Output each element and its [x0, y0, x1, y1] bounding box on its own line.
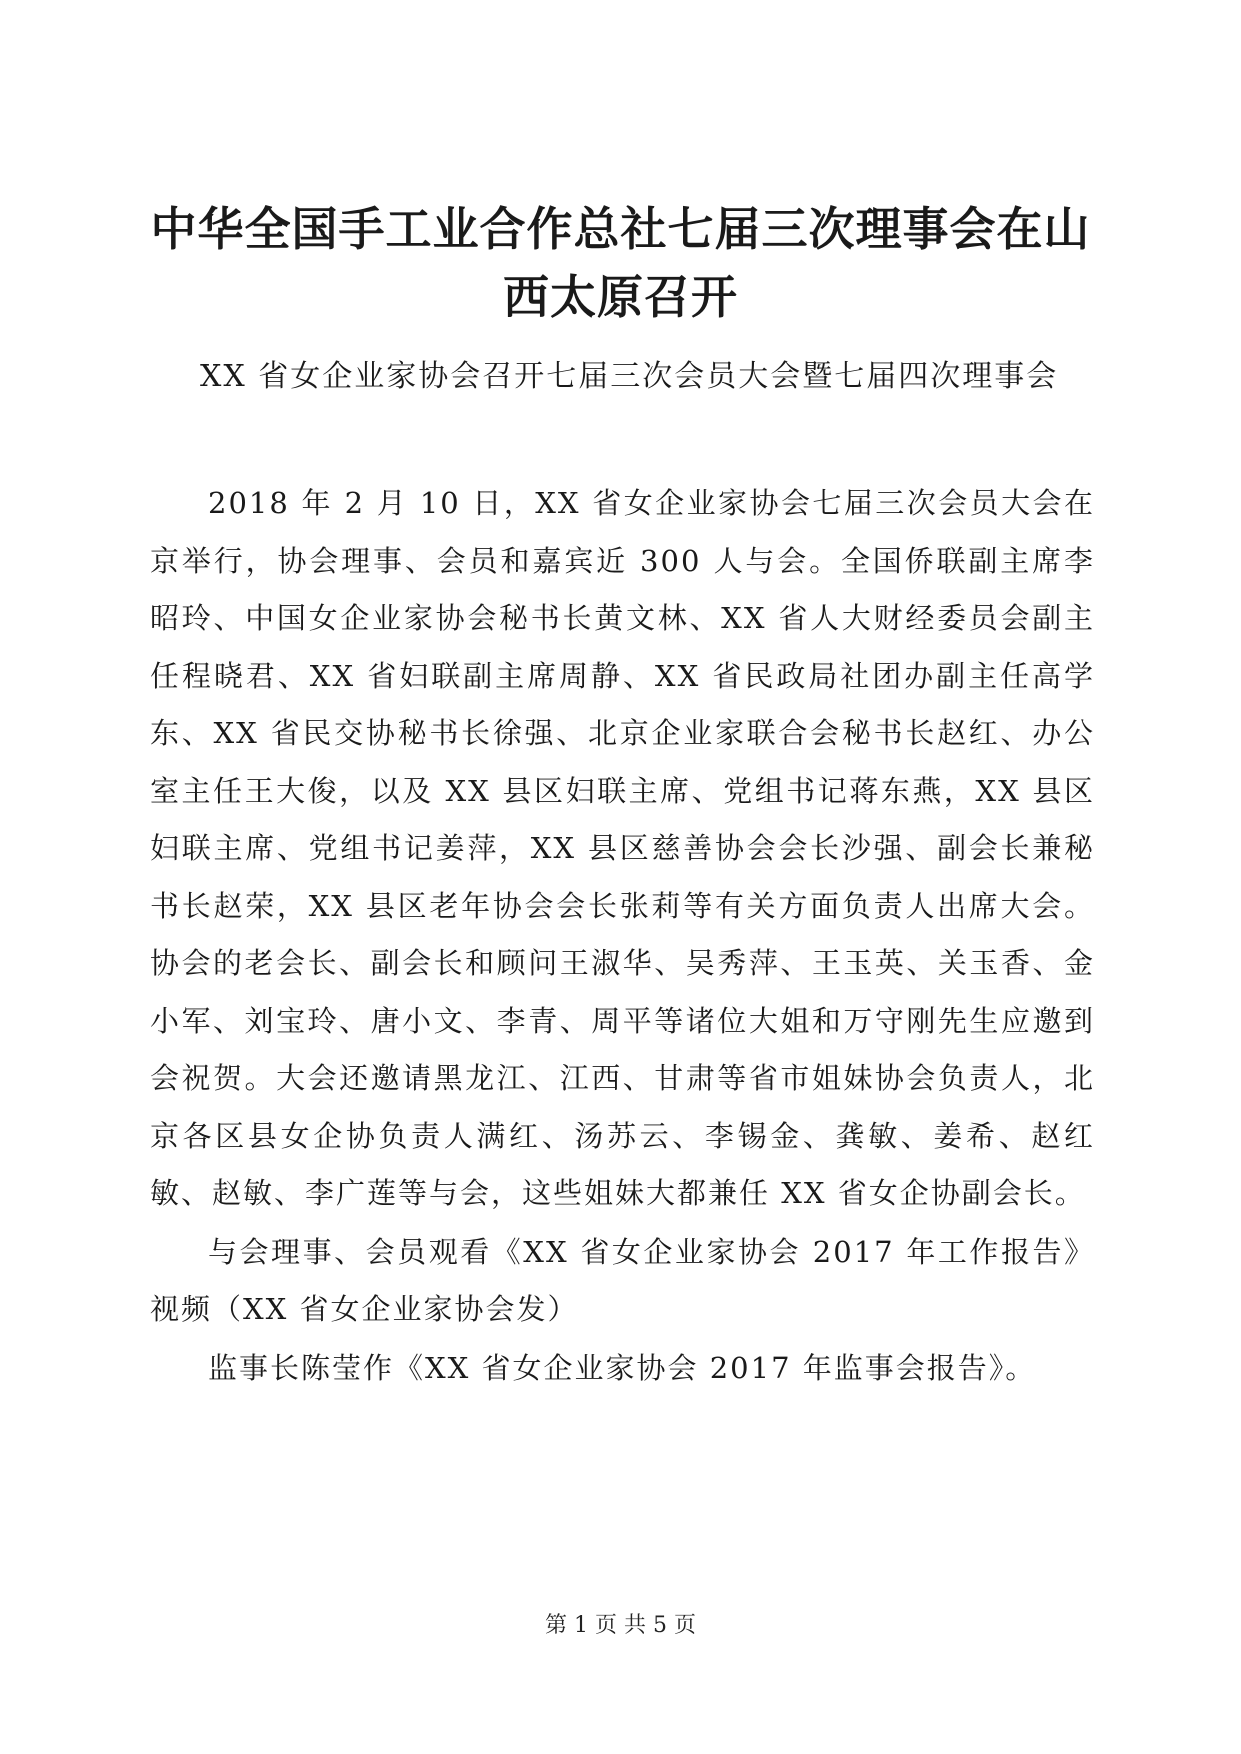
- body-paragraph-1: 2018 年 2 月 10 日，XX 省女企业家协会七届三次会员大会在京举行，协会理事、会员和嘉宾近 300 人与会。全国侨联副主席李昭玲、中国女企业家协会秘书长黄文林、XX 省人大财经委员会副主任程晓君、XX 省妇联副主席周静、XX 省民政局社团办副主任高学东、XX 省民交协秘书长徐强、北京企业家联合会秘书长赵红、办公室主任王大俊，以及 XX 县区妇联主席、党组书记蒋东燕，XX 县区妇联主席、党组书记姜萍，XX 县区慈善协会会长沙强、副会长兼秘书长赵荣，XX 县区老年协会会长张莉等有关方面负责人出席大会。协会的老会长、副会长和顾问王淑华、吴秀萍、王玉英、关玉香、金小军、刘宝玲、唐小文、李青、周平等诸位大姐和万守刚先生应邀到会祝贺。大会还邀请黑龙江、江西、甘肃等省市姐妹协会负责人，北京各区县女企协负责人满红、汤苏云、李锡金、龚敏、姜希、赵红敏、赵敏、李广莲等与会，这些姐妹大都兼任 XX 省女企协副会长。: [150, 486, 1095, 1210]
- page-footer: 第 1 页 共 5 页: [545, 1613, 696, 1638]
- document-subtitle: XX 省女企业家协会召开七届三次会员大会暨七届四次理事会: [200, 359, 1059, 394]
- document-body: [150, 475, 1095, 1398]
- body-paragraph-2: 与会理事、会员观看《XX 省女企业家协会 2017 年工作报告》视频（XX 省女企业家协会发）: [150, 1234, 1095, 1326]
- body-paragraph-3: 监事长陈莹作《XX 省女企业家协会 2017 年监事会报告》。: [208, 1350, 1037, 1385]
- document-title: 中华全国手工业合作总社七届三次理事会在山西太原召开: [150, 202, 1091, 324]
